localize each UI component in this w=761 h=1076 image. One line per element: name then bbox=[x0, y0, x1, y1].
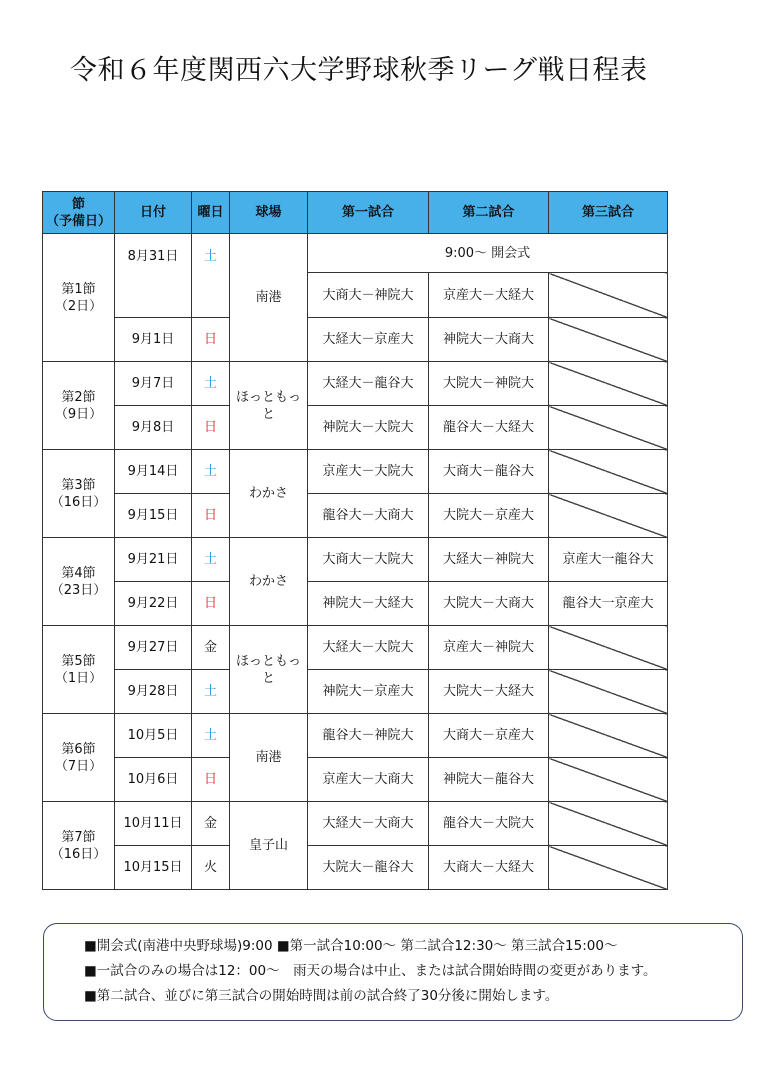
game-cell: 大経大－神院大 bbox=[429, 538, 549, 582]
empty-game-cell bbox=[549, 318, 668, 362]
section-name: 第2節 bbox=[61, 389, 96, 405]
weekday-cell: 土 bbox=[192, 714, 230, 758]
section-reserve: （16日） bbox=[50, 846, 107, 862]
date-cell: 10月11日 bbox=[115, 802, 192, 846]
header-row bbox=[43, 192, 668, 234]
section-name: 第7節 bbox=[61, 829, 96, 845]
section-name: 第6節 bbox=[61, 741, 96, 757]
game-cell: 大商大－龍谷大 bbox=[429, 450, 549, 494]
note-line: ■第二試合、並びに第三試合の開始時間は前の試合終了30分後に開始します。 bbox=[84, 988, 559, 1004]
empty-game-cell bbox=[549, 626, 668, 670]
table-row bbox=[43, 670, 668, 714]
weekday-cell: 土 bbox=[192, 450, 230, 494]
empty-game-cell bbox=[549, 714, 668, 758]
game-cell: 京産大－大商大 bbox=[308, 758, 429, 802]
game-cell: 京産大－大経大 bbox=[429, 273, 549, 318]
game-cell: 神院大－大商大 bbox=[429, 318, 549, 362]
date-cell: 9月21日 bbox=[115, 538, 192, 582]
empty-game-cell bbox=[549, 450, 668, 494]
game-cell: 神院大－大経大 bbox=[308, 582, 429, 626]
weekday-cell: 土 bbox=[192, 538, 230, 582]
weekday-cell: 日 bbox=[192, 494, 230, 538]
venue-cell: わかさ bbox=[230, 538, 308, 626]
section-name: 第5節 bbox=[61, 653, 96, 669]
venue-cell: わかさ bbox=[230, 450, 308, 538]
table-row bbox=[43, 318, 668, 362]
game-cell: 神院大－大院大 bbox=[308, 406, 429, 450]
table-row bbox=[43, 538, 668, 582]
game-cell: 龍谷大－神院大 bbox=[308, 714, 429, 758]
table-row bbox=[43, 626, 668, 670]
weekday-cell: 土 bbox=[192, 234, 230, 318]
section-name: 第1節 bbox=[61, 281, 96, 297]
game-cell: 大商大－大院大 bbox=[308, 538, 429, 582]
section-cell bbox=[43, 802, 115, 890]
section-cell bbox=[43, 450, 115, 538]
header-game1: 第一試合 bbox=[308, 192, 429, 234]
table-row bbox=[43, 582, 668, 626]
header-game2: 第二試合 bbox=[429, 192, 549, 234]
empty-game-cell bbox=[549, 758, 668, 802]
game-cell: 龍谷大－大商大 bbox=[308, 494, 429, 538]
empty-game-cell bbox=[549, 846, 668, 890]
section-cell bbox=[43, 626, 115, 714]
note-line: ■開会式(南港中央野球場)9:00 ■第一試合10:00～ 第二試合12:30～ 第三試合15:00～ bbox=[84, 938, 618, 954]
game-cell: 大経大－大商大 bbox=[308, 802, 429, 846]
note-line: ■一試合のみの場合は12：00～ 雨天の場合は中止、または試合開始時間の変更があります。 bbox=[84, 963, 657, 979]
game-cell: 大院大－神院大 bbox=[429, 362, 549, 406]
date-cell: 8月31日 bbox=[115, 234, 192, 318]
section-reserve: （7日） bbox=[54, 758, 103, 774]
section-reserve: （1日） bbox=[54, 670, 103, 686]
section-name: 第4節 bbox=[61, 565, 96, 581]
game-cell: 京産大一龍谷大 bbox=[549, 538, 668, 582]
section-cell bbox=[43, 362, 115, 450]
game-cell: 神院大－龍谷大 bbox=[429, 758, 549, 802]
section-cell bbox=[43, 714, 115, 802]
table-row bbox=[43, 234, 668, 273]
venue-cell: 皇子山 bbox=[230, 802, 308, 890]
date-cell: 9月14日 bbox=[115, 450, 192, 494]
venue-cell: 南港 bbox=[230, 234, 308, 362]
date-cell: 9月15日 bbox=[115, 494, 192, 538]
game-cell: 大経大－大院大 bbox=[308, 626, 429, 670]
empty-game-cell bbox=[549, 670, 668, 714]
header-dow: 曜日 bbox=[192, 192, 230, 234]
weekday-cell: 土 bbox=[192, 362, 230, 406]
section-reserve: （2日） bbox=[54, 298, 103, 314]
table-row bbox=[43, 846, 668, 890]
empty-game-cell bbox=[549, 802, 668, 846]
table-row bbox=[43, 714, 668, 758]
game-cell: 大経大－京産大 bbox=[308, 318, 429, 362]
header-date: 日付 bbox=[115, 192, 192, 234]
table-row bbox=[43, 406, 668, 450]
game-cell: 大院大－龍谷大 bbox=[308, 846, 429, 890]
weekday-cell: 日 bbox=[192, 406, 230, 450]
section-reserve: （16日） bbox=[50, 494, 107, 510]
game-cell: 大経大－龍谷大 bbox=[308, 362, 429, 406]
date-cell: 9月27日 bbox=[115, 626, 192, 670]
date-cell: 9月7日 bbox=[115, 362, 192, 406]
section-cell bbox=[43, 538, 115, 626]
date-cell: 9月1日 bbox=[115, 318, 192, 362]
venue-cell: 南港 bbox=[230, 714, 308, 802]
game-cell: 大商大－大経大 bbox=[429, 846, 549, 890]
header-game3: 第三試合 bbox=[549, 192, 668, 234]
weekday-cell: 日 bbox=[192, 582, 230, 626]
weekday-cell: 日 bbox=[192, 318, 230, 362]
game-cell: 大院大－京産大 bbox=[429, 494, 549, 538]
weekday-cell: 日 bbox=[192, 758, 230, 802]
venue-cell: ほっともっと bbox=[230, 362, 308, 450]
empty-game-cell bbox=[549, 406, 668, 450]
section-cell bbox=[43, 234, 115, 362]
game-cell: 龍谷大－大経大 bbox=[429, 406, 549, 450]
date-cell: 10月6日 bbox=[115, 758, 192, 802]
weekday-cell: 金 bbox=[192, 626, 230, 670]
table-row bbox=[43, 758, 668, 802]
table-row bbox=[43, 494, 668, 538]
venue-cell: ほっともっと bbox=[230, 626, 308, 714]
empty-game-cell bbox=[549, 362, 668, 406]
game-cell: 京産大－神院大 bbox=[429, 626, 549, 670]
empty-game-cell bbox=[549, 494, 668, 538]
game-cell: 大院大－大経大 bbox=[429, 670, 549, 714]
game-cell: 大院大－大商大 bbox=[429, 582, 549, 626]
date-cell: 9月22日 bbox=[115, 582, 192, 626]
date-cell: 9月28日 bbox=[115, 670, 192, 714]
opening-ceremony-cell: 9:00～ 開会式 bbox=[308, 234, 668, 273]
weekday-cell: 火 bbox=[192, 846, 230, 890]
date-cell: 10月5日 bbox=[115, 714, 192, 758]
game-cell: 京産大－大院大 bbox=[308, 450, 429, 494]
table-row bbox=[43, 802, 668, 846]
table-row bbox=[43, 362, 668, 406]
game-cell: 龍谷大一京産大 bbox=[549, 582, 668, 626]
table-row bbox=[43, 450, 668, 494]
weekday-cell: 金 bbox=[192, 802, 230, 846]
game-cell: 龍谷大－大院大 bbox=[429, 802, 549, 846]
game-cell: 神院大－京産大 bbox=[308, 670, 429, 714]
notes-box bbox=[43, 923, 743, 1021]
section-reserve: （23日） bbox=[50, 582, 107, 598]
section-reserve: （9日） bbox=[54, 406, 103, 422]
page-title: 令和６年度関西六大学野球秋季リーグ戦日程表 bbox=[70, 55, 648, 86]
header-section: 節 （予備日） bbox=[43, 192, 115, 234]
schedule-table bbox=[42, 191, 668, 890]
game-cell: 大商大－京産大 bbox=[429, 714, 549, 758]
date-cell: 9月8日 bbox=[115, 406, 192, 450]
weekday-cell: 土 bbox=[192, 670, 230, 714]
section-name: 第3節 bbox=[61, 477, 96, 493]
date-cell: 10月15日 bbox=[115, 846, 192, 890]
header-venue: 球場 bbox=[230, 192, 308, 234]
empty-game-cell bbox=[549, 273, 668, 318]
game-cell: 大商大－神院大 bbox=[308, 273, 429, 318]
